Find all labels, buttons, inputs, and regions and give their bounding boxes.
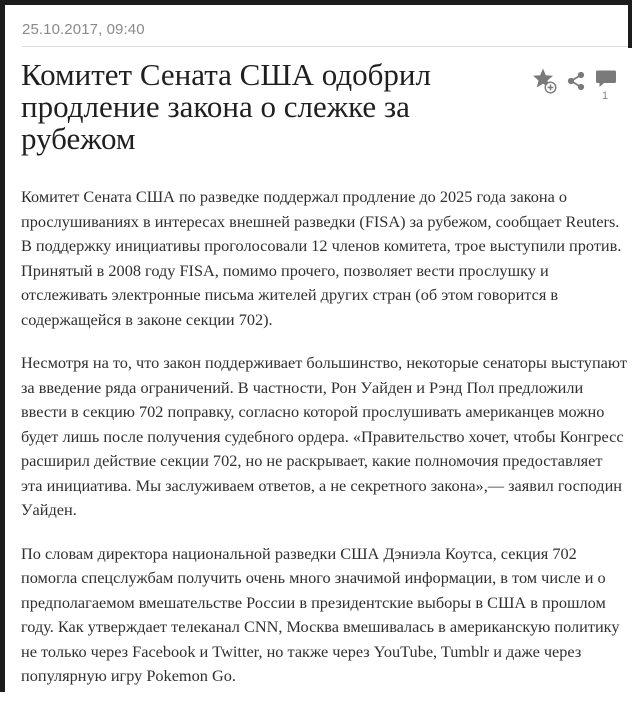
article-paragraph: Несмотря на то, что закон поддерживает большинство, некоторые сенаторы выступают за введение ряда ограничений. В частности, Рон Уайден и Рэнд Пол предложили ввести в секцию 702 поправку, согласно которой прослушивать американцев можно будет лишь после получения судебного ордера. «Правительство хочет, чтобы Конгресс расширил действие секции 702, но не раскрывает, какие полномочия предоставляет эта инициатива. Мы заслуживаем ответов, а не секретного закона»,— заявил господин Уайден. [21, 353, 627, 519]
article-paragraph: По словам директора национальной разведки США Дэниэла Коутса, секция 702 помогла спецслужбам получить очень много значимой информации, в том числе и о предполагаемом вмешательстве России в президентские выборы в США в прошлом году. Как утверждает телеканал CNN, Москва вмешивалась в американскую политику не только через Facebook и Twitter, но также через YouTube, Tumblr и даже через популярную игру Pokemon Go. [21, 543, 620, 685]
comment-count[interactable]: 1 [602, 90, 609, 102]
article-paragraph: Комитет Сената США по разведке поддержал продление до 2025 года закона о прослушиваниях в интересах внешней разведки (FISA) за рубежом, сообщает Reuters. В поддержку инициативы проголосовали 12 членов комитета, трое выступили против. Принятый в 2008 году FISA, помимо прочего, позволяет вести прослушку и отслеживать электронные письма жителей других стран (об этом говорится в содержащейся в законе секции 702). [21, 187, 622, 329]
star-plus-icon[interactable] [532, 67, 558, 95]
top-rule [0, 0, 632, 5]
article-headline: Комитет Сената США одобрил продление закона о слежке за рубежом [21, 57, 431, 156]
publish-timestamp: 25.10.2017, 09:40 [22, 21, 145, 38]
article-actions [532, 67, 624, 107]
article-body [21, 185, 627, 708]
share-icon[interactable] [566, 71, 586, 91]
speech-bubble-icon[interactable] [595, 69, 617, 89]
header-divider [22, 46, 628, 47]
top-rule-corner [628, 0, 632, 48]
left-edge [0, 0, 5, 692]
